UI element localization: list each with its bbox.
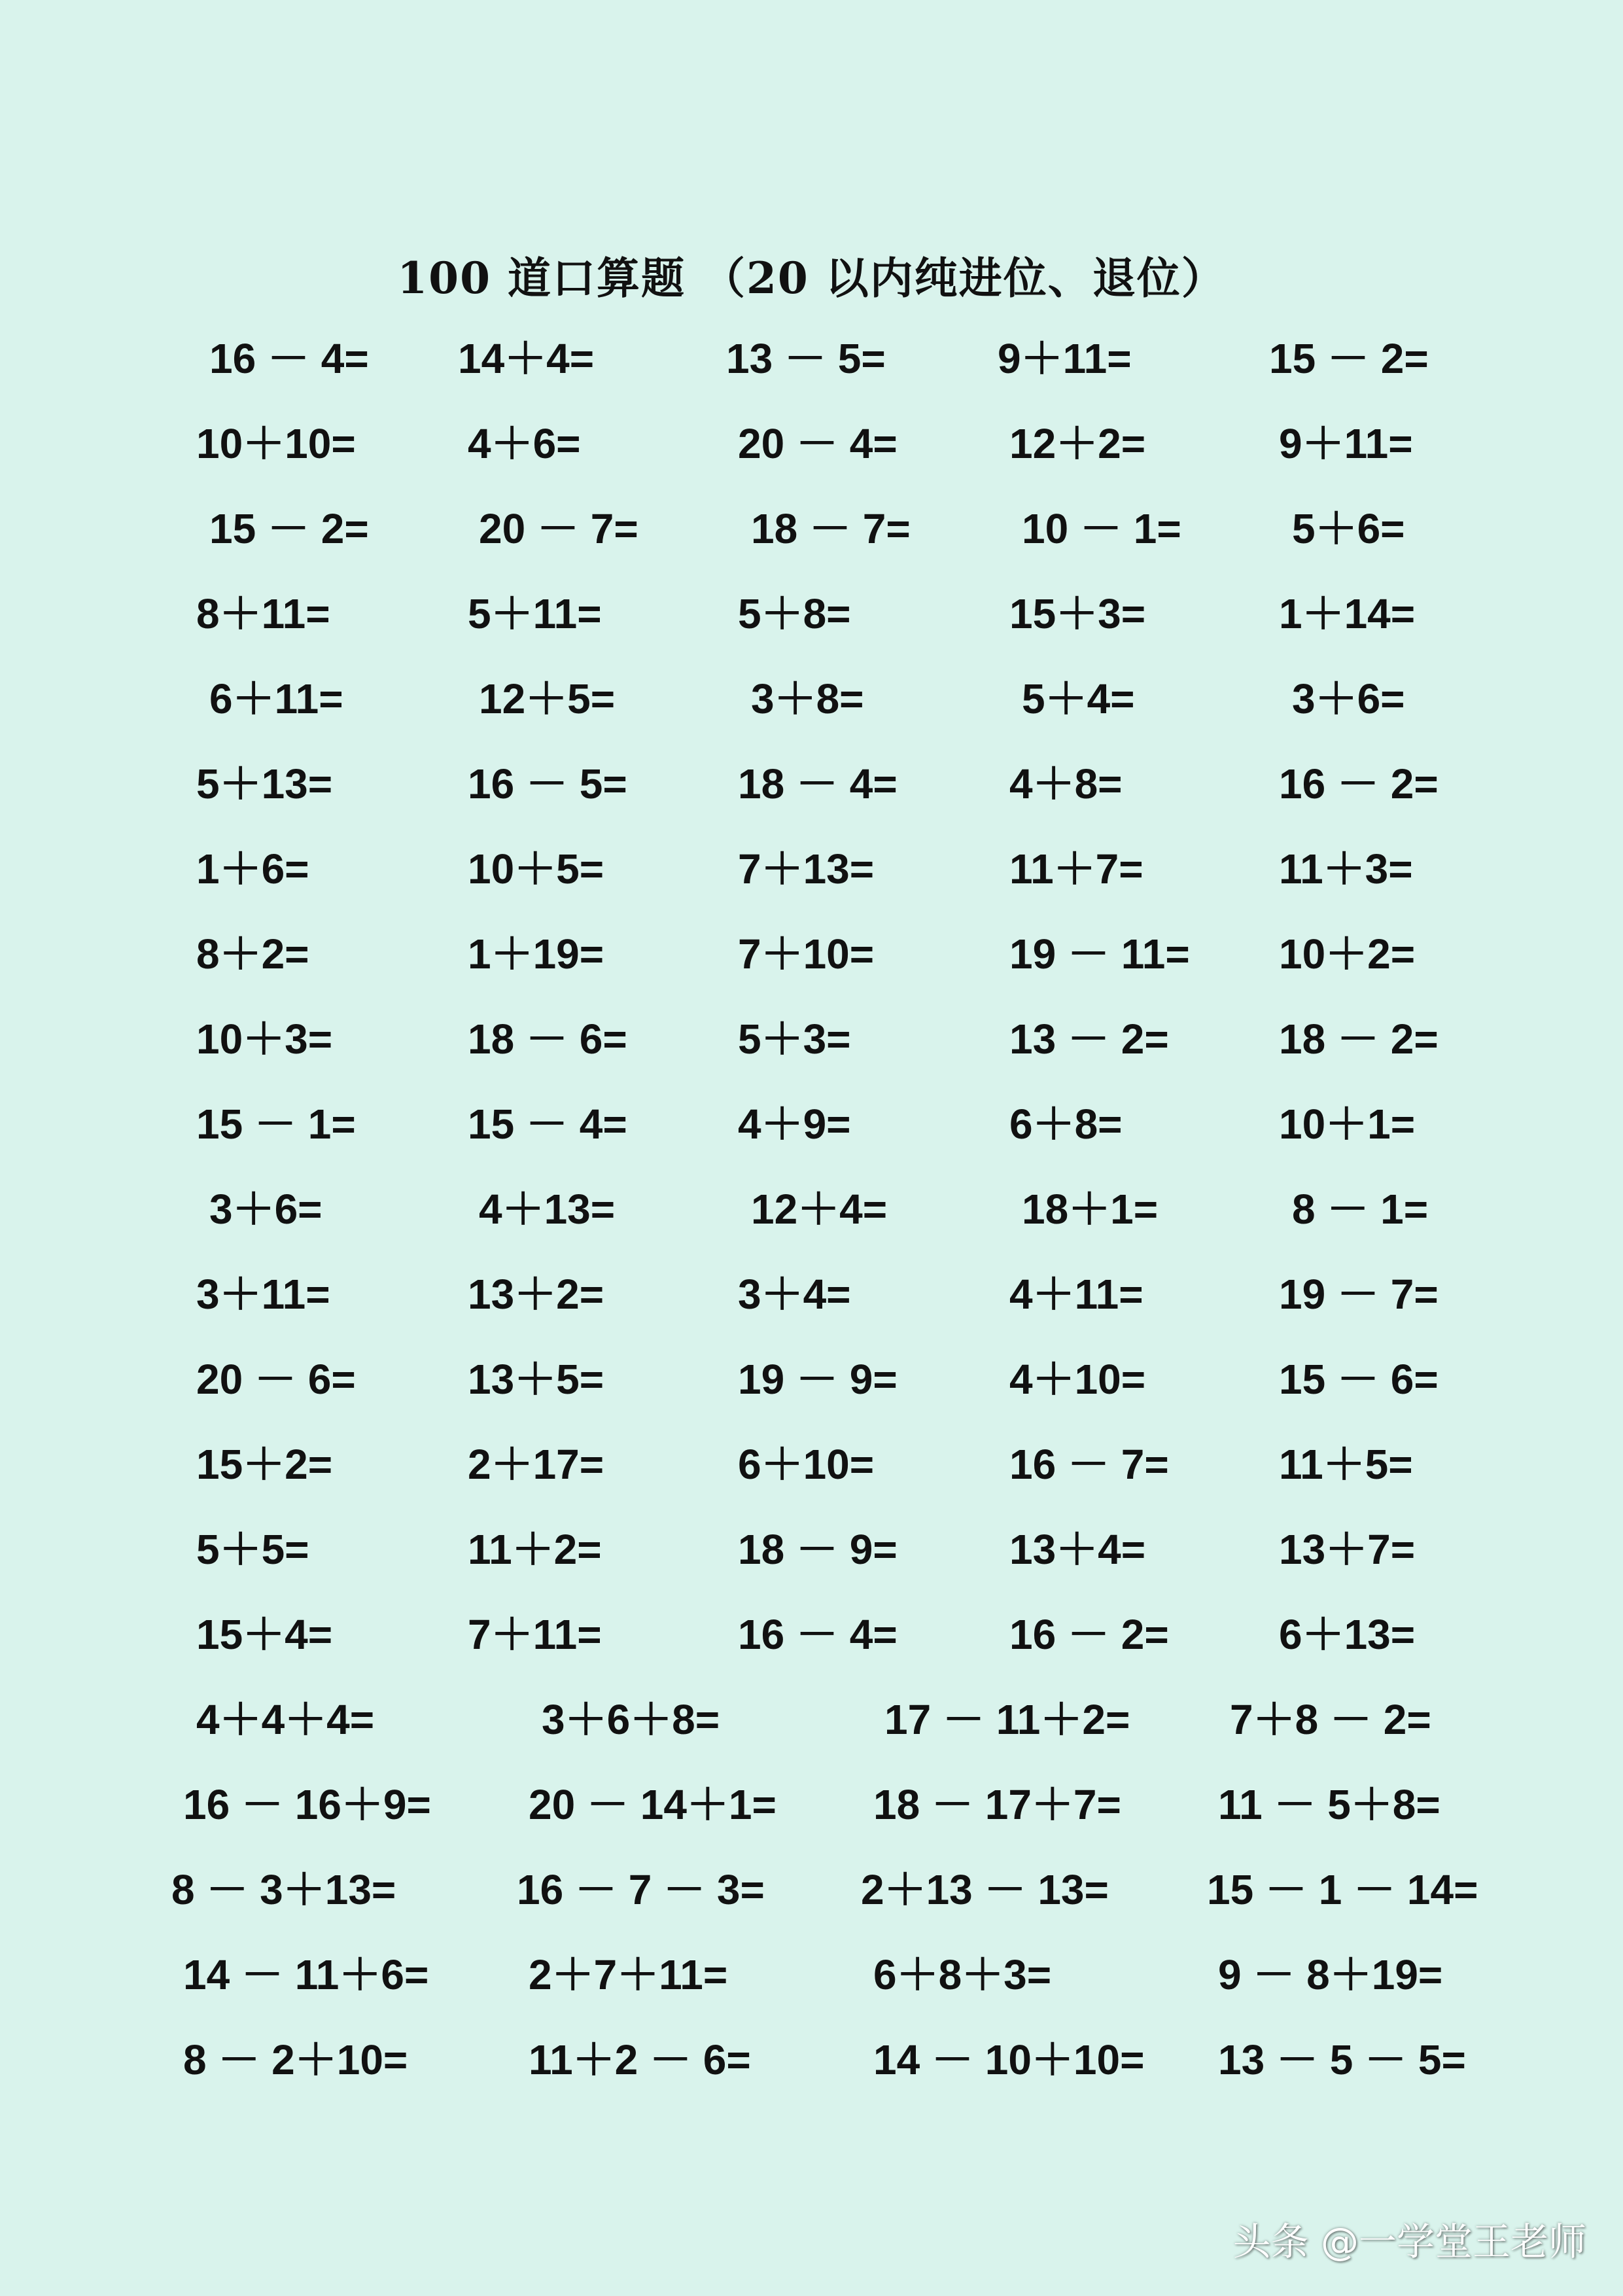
problem-row [0,1513,1623,1585]
problem-row [0,1173,1623,1245]
math-problem: 2＋13 － 13= [861,1866,1109,1913]
math-problem: 10＋3= [196,1016,333,1063]
math-problem: 13 － 5 － 5= [1218,2036,1466,2083]
math-problem: 15 － 1 － 14= [1207,1866,1478,1913]
math-problem: 15 － 1= [196,1101,356,1148]
math-problem: 6＋11= [209,675,343,722]
math-problem: 5＋8= [738,590,851,637]
math-problem: 2＋7＋11= [529,1951,728,1998]
math-problem: 3＋6= [1292,675,1405,722]
math-problem: 7＋10= [738,930,875,978]
math-problem: 3＋11= [196,1271,330,1318]
math-problem: 12＋2= [1009,420,1146,467]
math-problem: 4＋4＋4= [196,1696,375,1743]
math-problem: 14 － 11＋6= [183,1951,429,1998]
math-problem: 7＋8 － 2= [1230,1696,1431,1743]
math-problem: 5＋4= [1022,675,1135,722]
math-problem: 18＋1= [1022,1186,1159,1233]
math-problem: 4＋9= [738,1101,851,1148]
math-problem: 13＋4= [1009,1526,1146,1573]
problem-row [0,833,1623,905]
math-problem: 8 － 3＋13= [171,1866,396,1913]
math-problem: 16 － 7 － 3= [517,1866,765,1913]
page-title: 100 道口算题 （20 以内纯进位、退位） [397,253,1226,304]
problem-row [0,663,1623,735]
math-problem: 7＋11= [468,1611,602,1658]
math-problem: 15＋4= [196,1611,333,1658]
math-problem: 8 － 1= [1292,1186,1429,1233]
math-problem: 11＋2= [468,1526,602,1573]
problem-row [0,1343,1623,1415]
math-problem: 8＋2= [196,930,309,978]
math-problem: 10＋10= [196,420,356,467]
math-problem: 4＋8= [1009,760,1123,807]
math-problem: 11 － 5＋8= [1218,1781,1440,1828]
math-problem: 19 － 9= [738,1356,898,1403]
math-problem: 6＋8= [1009,1101,1123,1148]
math-problem: 9＋11= [1279,420,1413,467]
math-problem: 13 － 5= [726,335,886,382]
math-problem: 10 － 1= [1022,505,1181,552]
math-problem: 16 － 16＋9= [183,1781,431,1828]
problem-row [0,1684,1623,1756]
math-problem: 14＋4= [458,335,595,382]
math-problem: 11＋7= [1009,845,1143,892]
math-problem: 2＋17= [468,1441,604,1488]
problem-row [0,2024,1623,2096]
problem-row [0,1003,1623,1075]
math-problem: 5＋5= [196,1526,309,1573]
math-problem: 13 － 2= [1009,1016,1169,1063]
math-problem: 15 － 2= [209,505,369,552]
math-problem: 4＋11= [1009,1271,1143,1318]
math-problem: 7＋13= [738,845,875,892]
math-problem: 3＋6= [209,1186,323,1233]
math-problem: 10＋1= [1279,1101,1416,1148]
math-problem: 18 － 6= [468,1016,627,1063]
math-problem: 4＋6= [468,420,581,467]
math-problem: 1＋14= [1279,590,1416,637]
math-problem: 5＋13= [196,760,333,807]
math-problem: 18 － 2= [1279,1016,1439,1063]
problem-row [0,1939,1623,2011]
math-problem: 15 － 4= [468,1101,627,1148]
math-problem: 20 － 6= [196,1356,356,1403]
math-problem: 9 － 8＋19= [1218,1951,1443,1998]
math-problem: 6＋10= [738,1441,875,1488]
math-problem: 16 － 4= [738,1611,898,1658]
problem-row [0,1428,1623,1500]
problem-row [0,1854,1623,1926]
math-problem: 1＋6= [196,845,309,892]
math-problem: 12＋5= [479,675,616,722]
math-problem: 9＋11= [998,335,1132,382]
math-problem: 11＋2 － 6= [529,2036,751,2083]
watermark: 头条 @一学堂王老师 [1232,2219,1586,2264]
math-problem: 16 － 2= [1279,760,1439,807]
math-problem: 3＋6＋8= [542,1696,720,1743]
math-problem: 18 － 7= [751,505,911,552]
math-problem: 18 － 17＋7= [873,1781,1121,1828]
problem-row [0,748,1623,820]
math-problem: 13＋5= [468,1356,604,1403]
math-problem: 15＋3= [1009,590,1146,637]
problem-row [0,408,1623,480]
math-problem: 15 － 2= [1269,335,1429,382]
math-problem: 1＋19= [468,930,604,978]
math-problem: 8＋11= [196,590,330,637]
math-problem: 20 － 7= [479,505,638,552]
math-problem: 18 － 9= [738,1526,898,1573]
math-problem: 12＋4= [751,1186,888,1233]
math-problem: 5＋3= [738,1016,851,1063]
problem-row [0,1258,1623,1330]
math-problem: 4＋10= [1009,1356,1146,1403]
math-problem: 5＋11= [468,590,602,637]
math-problem: 20 － 4= [738,420,898,467]
math-problem: 19 － 7= [1279,1271,1439,1318]
math-problem: 10＋5= [468,845,604,892]
math-problem: 19 － 11= [1009,930,1190,978]
math-problem: 18 － 4= [738,760,898,807]
math-problem: 20 － 14＋1= [529,1781,777,1828]
problem-row [0,918,1623,990]
math-problem: 11＋5= [1279,1441,1413,1488]
math-problem: 6＋13= [1279,1611,1416,1658]
math-problem: 6＋8＋3= [873,1951,1052,1998]
math-problem: 5＋6= [1292,505,1405,552]
math-problem: 16 － 4= [209,335,369,382]
math-problem: 13＋2= [468,1271,604,1318]
math-problem: 3＋8= [751,675,864,722]
problem-row [0,578,1623,650]
math-problem: 3＋4= [738,1271,851,1318]
math-problem: 16 － 2= [1009,1611,1169,1658]
math-problem: 16 － 5= [468,760,627,807]
math-problem: 8 － 2＋10= [183,2036,408,2083]
problem-row [0,1088,1623,1160]
math-problem: 14 － 10＋10= [873,2036,1145,2083]
math-problem: 13＋7= [1279,1526,1416,1573]
math-problem: 15 － 6= [1279,1356,1439,1403]
problem-row [0,1598,1623,1670]
problem-row [0,1769,1623,1841]
math-problem: 11＋3= [1279,845,1413,892]
math-problem: 17 － 11＋2= [884,1696,1130,1743]
math-problem: 16 － 7= [1009,1441,1169,1488]
problem-row [0,323,1623,395]
math-problem: 15＋2= [196,1441,333,1488]
math-problem: 4＋13= [479,1186,616,1233]
problem-row [0,493,1623,565]
math-problem: 10＋2= [1279,930,1416,978]
